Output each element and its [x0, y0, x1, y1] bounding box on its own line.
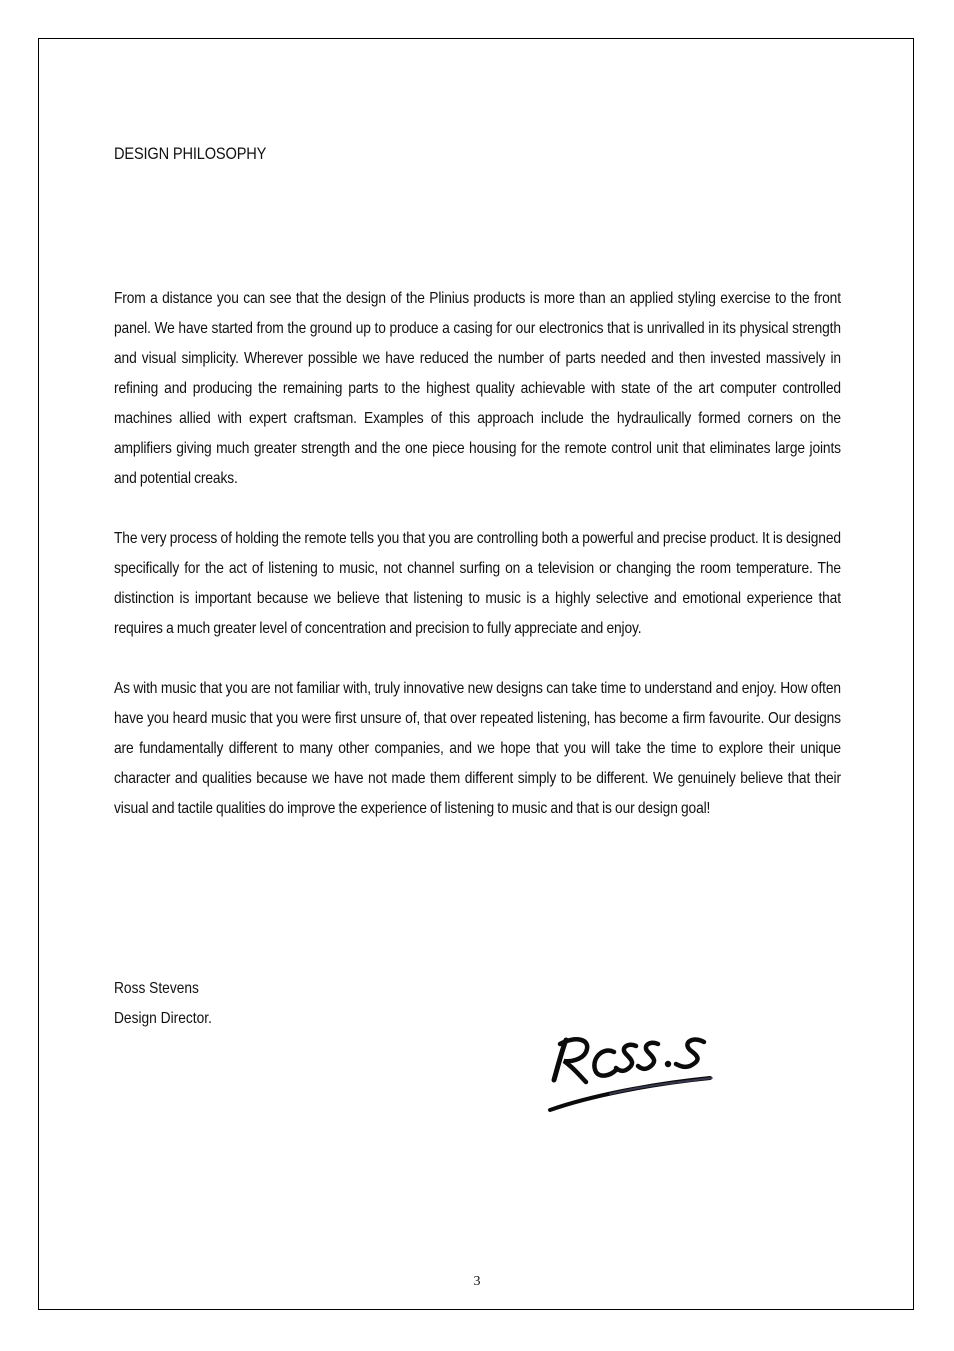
handwritten-signature: [540, 1030, 720, 1122]
paragraph-1-text: From a distance you can see that the design of the Plinius products is more than an applied styling exercise to the front panel. We have started from the ground up to produce a casing for our electronics that is unrivalled in its physical strength and visual simplicity. Wherever possible we have reduced the number of parts needed and then invested massively in refining and producing the remaining parts to the highest quality achievable with state of the art computer controlled machines allied with expert craftsman. Examples of this approach include the hydraulically formed corners on the amplifiers giving much greater strength and the one piece housing for the remote control unit that eliminates large joints and potential creaks.: [114, 290, 841, 487]
paragraph-3: [114, 674, 841, 824]
body-text: [114, 284, 841, 854]
paragraph-1: [114, 284, 841, 494]
signoff-title: Design Director.: [114, 1010, 212, 1027]
paragraph-2-text: The very process of holding the remote tells you that you are controlling both a powerful and precise product. It is designed specifically for the act of listening to music, not channel surfing on a television or changing the room temperature. The distinction is important because we believe that listening to music is a highly selective and emotional experience that requires a much greater level of concentration and precision to fully appreciate and enjoy.: [114, 530, 841, 637]
paragraph-3-text: As with music that you are not familiar with, truly innovative new designs can take time to understand and enjoy. How often have you heard music that you were first unsure of, that over repeated listening, has become a firm favourite. Our designs are fundamentally different to many other companies, and we hope that you will take the time to explore their unique character and qualities because we have not made them different simply to be different. We genuinely believe that their visual and tactile qualities do improve the experience of listening to music and that is our design goal!: [114, 680, 841, 817]
signoff-name: Ross Stevens: [114, 980, 199, 997]
page-heading: DESIGN PHILOSOPHY: [114, 144, 267, 163]
signoff-block: [114, 974, 228, 1034]
paragraph-2: [114, 524, 841, 644]
page-number: 3: [473, 1274, 481, 1289]
